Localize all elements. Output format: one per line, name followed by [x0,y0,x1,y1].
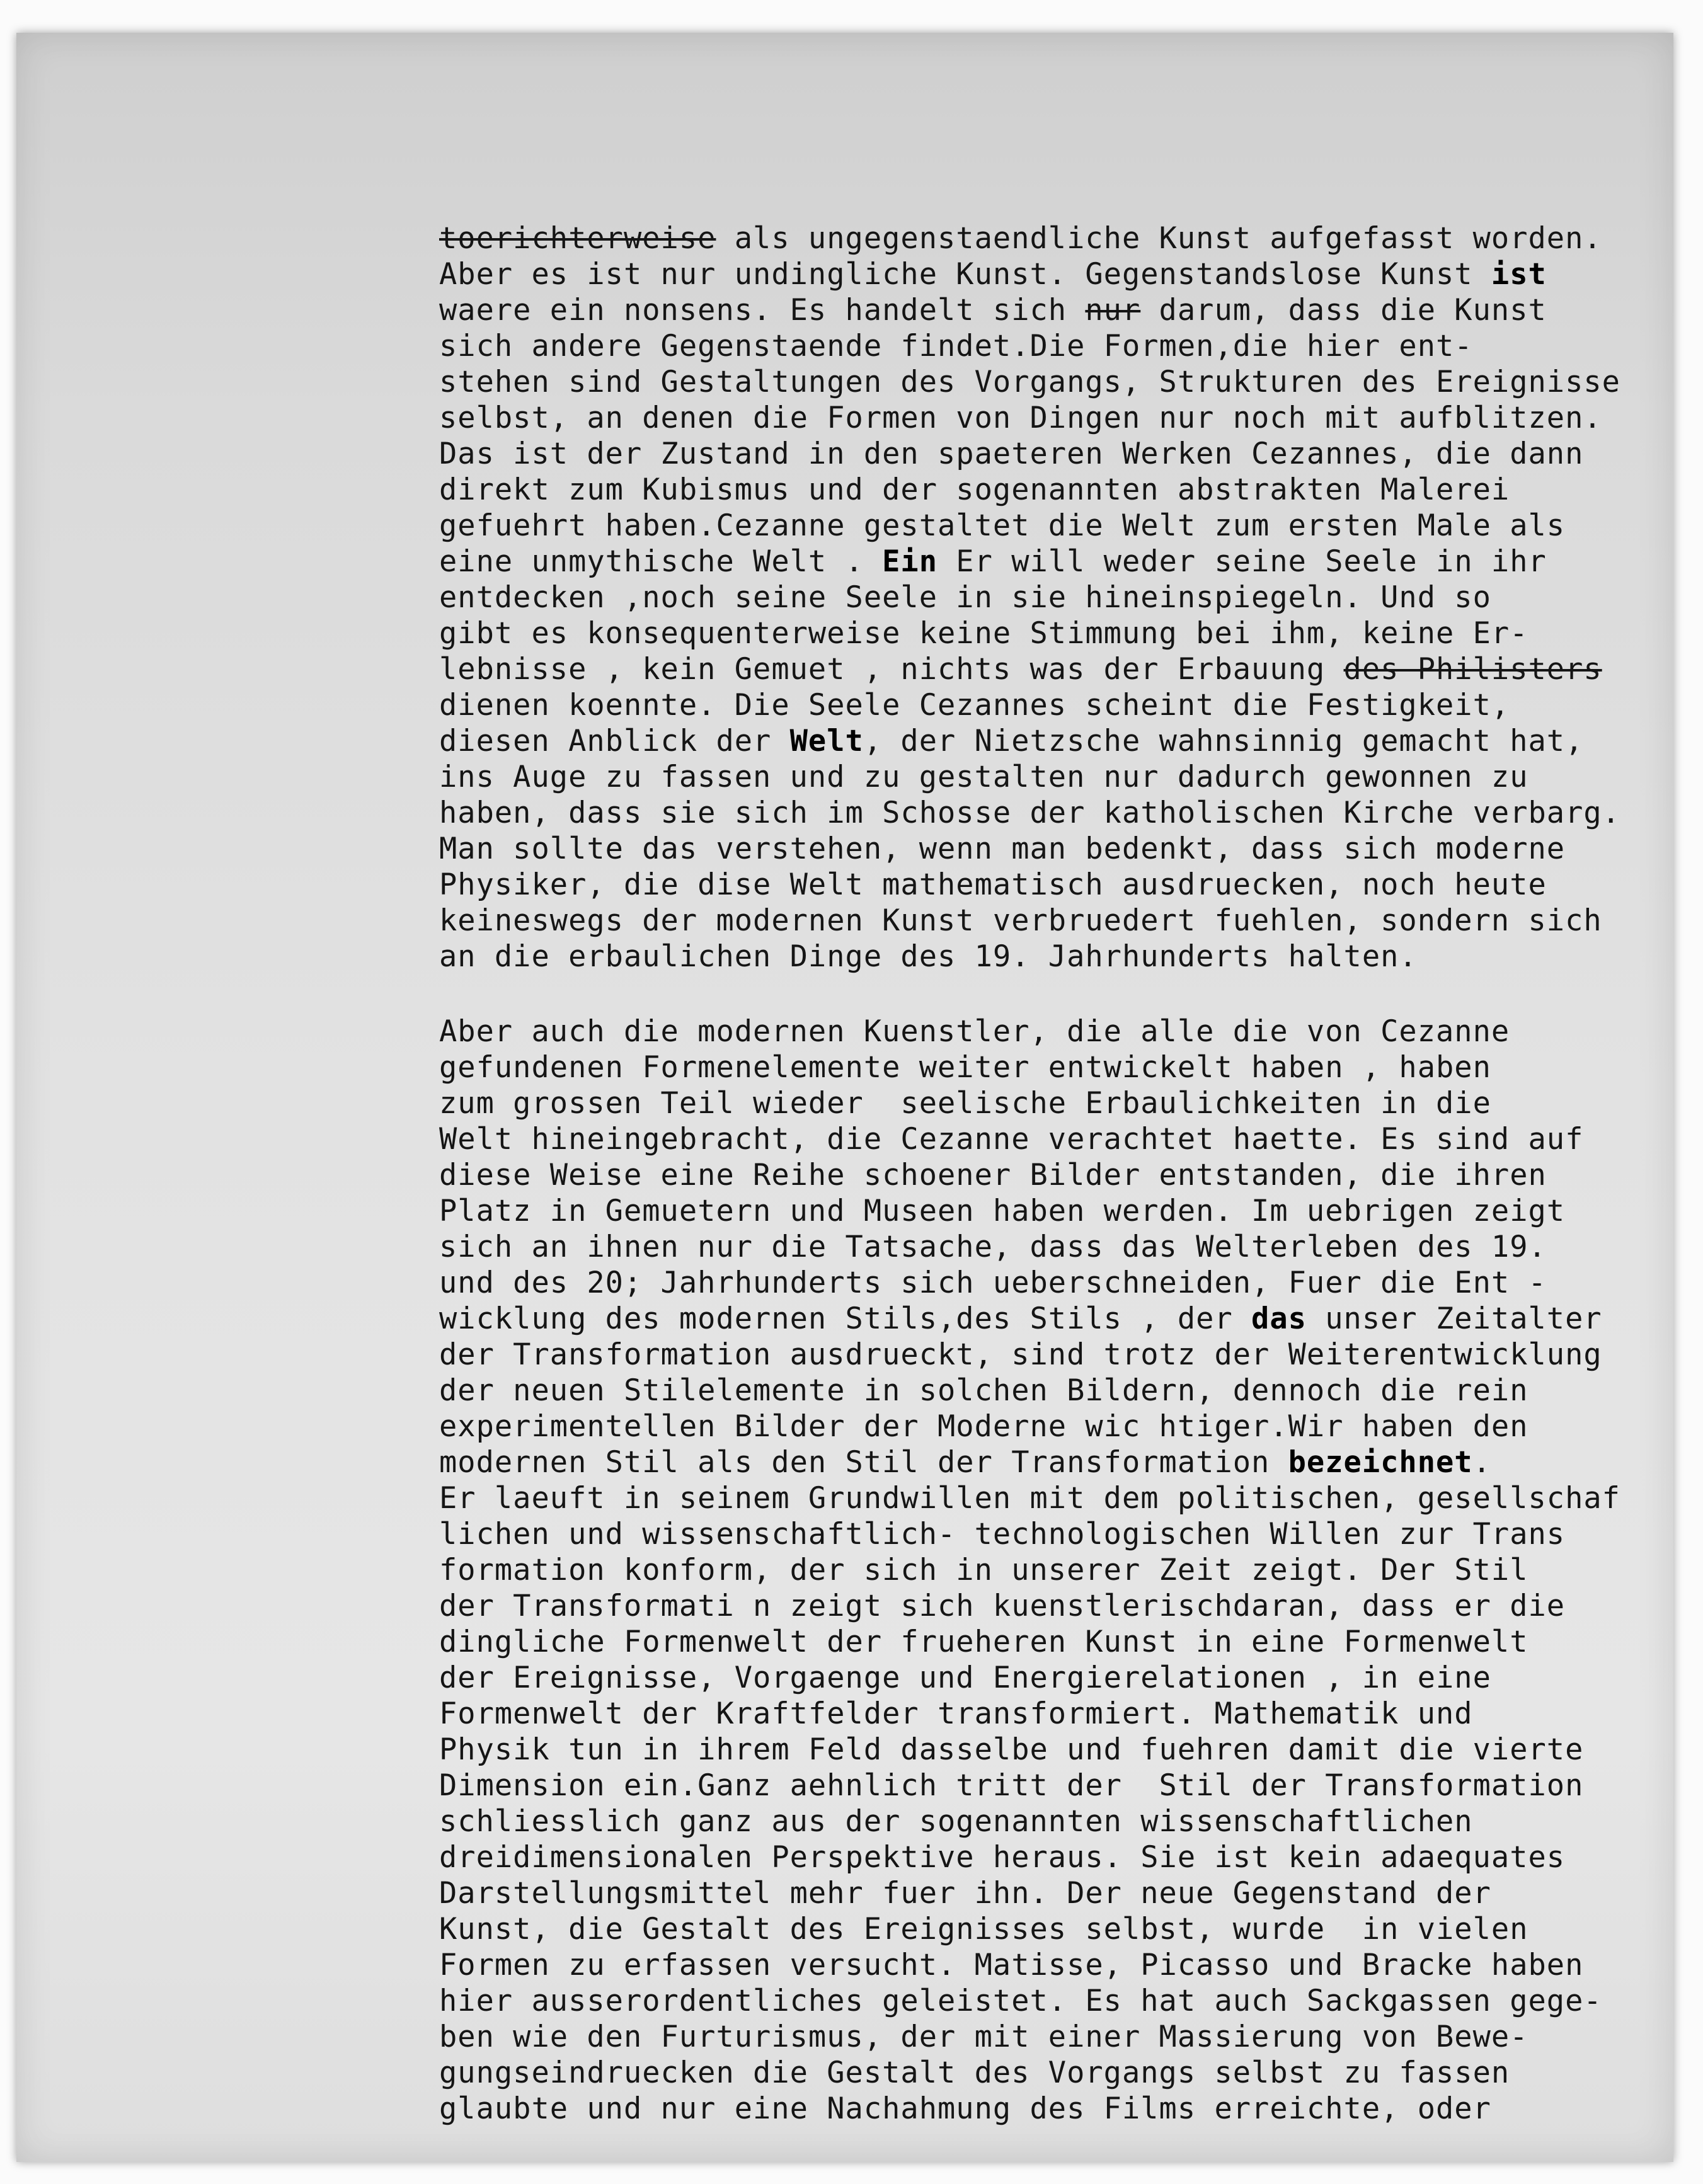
text-segment: schliesslich ganz aus der sogenannten wissenschaftlichen [439,1804,1473,1839]
text-segment: dienen koennte. Die Seele Cezannes scheint die Festigkeit, [439,688,1510,723]
text-segment: diese Weise eine Reihe schoener Bilder entstanden, die ihren [439,1158,1547,1192]
text-segment: Dimension ein.Ganz aehnlich tritt der Stil der Transformation [439,1768,1584,1803]
text-segment: wicklung des modernen Stils,des Stils , der [439,1301,1252,1336]
text-line [439,1624,1674,1660]
text-line [439,1804,1674,1839]
text-line [439,1660,1674,1696]
struck-out-text: toerichterweise [439,221,716,256]
text-line [439,831,1674,867]
text-line [439,1049,1674,1085]
text-line [439,1552,1674,1588]
text-line [439,1588,1674,1624]
text-segment: und des 20; Jahrhunderts sich ueberschneiden, Fuer die Ent - [439,1266,1547,1300]
text-line [439,328,1674,364]
text-line [439,1983,1674,2019]
text-line [439,867,1674,903]
text-segment: direkt zum Kubismus und der sogenannten abstrakten Malerei [439,472,1510,507]
struck-out-text: des Philisters [1343,652,1602,687]
text-line [439,544,1674,580]
overtyped-text: Welt [789,724,864,758]
text-line [439,1516,1674,1552]
text-line [439,2055,1674,2091]
text-line [439,256,1674,292]
text-segment: gefuehrt haben.Cezanne gestaltet die Welt zum ersten Male als [439,508,1566,543]
text-line [439,1696,1674,1732]
overtyped-text: das [1251,1301,1307,1336]
text-segment: an die erbaulichen Dinge des 19. Jahrhunderts halten. [439,939,1418,974]
text-segment: sich andere Gegenstaende findet.Die Formen,die hier ent- [439,329,1473,363]
text-segment: Das ist der Zustand in den spaeteren Werken Cezannes, die dann [439,437,1584,471]
text-line [439,1193,1674,1229]
text-line [439,1265,1674,1301]
text-line [439,1301,1674,1337]
text-segment: Physik tun in ihrem Feld dasselbe und fuehren damit die vierte [439,1732,1584,1767]
text-line [439,472,1674,508]
text-segment: sich an ihnen nur die Tatsache, dass das Welterleben des 19. [439,1230,1547,1264]
text-line [439,2091,1674,2127]
text-line [439,292,1674,328]
text-line [439,580,1674,615]
text-line [439,364,1674,400]
text-segment: Aber auch die modernen Kuenstler, die alle die von Cezanne [439,1014,1510,1049]
text-segment: Formen zu erfassen versucht. Matisse, Picasso und Bracke haben [439,1948,1584,1982]
text-line [439,1085,1674,1121]
overtyped-text: Ein [882,544,938,579]
text-line [439,1409,1674,1444]
struck-out-text: nur [1085,293,1141,328]
text-segment: der Ereignisse, Vorgaenge und Energierelationen , in eine [439,1661,1491,1695]
paragraph [439,220,1674,975]
text-line [439,1947,1674,1983]
text-segment: zum grossen Teil wieder seelische Erbaulichkeiten in die [439,1086,1491,1121]
text-segment: lichen und wissenschaftlich- technologischen Willen zur Trans [439,1517,1566,1552]
text-segment: keineswegs der modernen Kunst verbruedert fuehlen, sondern sich [439,903,1602,938]
text-line [439,939,1674,975]
text-line [439,1014,1674,1049]
text-line [439,1911,1674,1947]
text-segment: stehen sind Gestaltungen des Vorgangs, Strukturen des Ereignisse [439,365,1620,399]
text-segment: gungseindruecken die Gestalt des Vorgangs selbst zu fassen [439,2055,1510,2090]
text-segment: entdecken ,noch seine Seele in sie hineinspiegeln. Und so [439,580,1491,615]
text-line [439,615,1674,651]
text-line [439,220,1674,256]
text-line [439,759,1674,795]
text-segment: Er laeuft in seinem Grundwillen mit dem politischen, gesellschaf [439,1481,1620,1516]
text-segment: diesen Anblick der [439,724,790,758]
text-line [439,1768,1674,1804]
text-segment: Aber es ist nur undingliche Kunst. Gegenstandslose Kunst [439,257,1491,292]
text-line [439,1875,1674,1911]
text-segment: unser Zeitalter [1306,1301,1602,1336]
text-segment: dreidimensionalen Perspektive heraus. Sie ist kein adaequates [439,1840,1566,1875]
text-segment: Man sollte das verstehen, wenn man bedenkt, dass sich moderne [439,832,1566,866]
text-segment: glaubte und nur eine Nachahmung des Films erreichte, oder [439,2091,1491,2126]
text-segment: Er will weder seine Seele in ihr [938,544,1547,579]
text-segment: selbst, an denen die Formen von Dingen nur noch mit aufblitzen. [439,401,1602,435]
text-segment: Kunst, die Gestalt des Ereignisses selbst, wurde in vielen [439,1912,1528,1947]
text-line [439,795,1674,831]
text-segment: modernen Stil als den Stil der Transformation [439,1445,1288,1480]
text-line [439,400,1674,436]
text-line [439,1157,1674,1193]
text-segment: ben wie den Furturismus, der mit einer Massierung von Bewe- [439,2020,1528,2054]
text-segment: , der Nietzsche wahnsinnig gemacht hat, [863,724,1584,758]
text-line [439,687,1674,723]
text-line [439,1839,1674,1875]
text-segment: waere ein nonsens. Es handelt sich [439,293,1086,328]
text-line [439,1373,1674,1409]
text-segment: haben, dass sie sich im Schosse der katholischen Kirche verbarg. [439,796,1620,830]
text-segment: eine unmythische Welt . [439,544,883,579]
text-segment: Darstellungsmittel mehr fuer ihn. Der neue Gegenstand der [439,1876,1491,1911]
text-segment: Welt hineingebracht, die Cezanne verachtet haette. Es sind auf [439,1122,1584,1157]
text-segment: gefundenen Formenelemente weiter entwickelt haben , haben [439,1050,1491,1085]
text-segment: lebnisse , kein Gemuet , nichts was der Erbauung [439,652,1344,687]
text-line [439,723,1674,759]
text-line [439,436,1674,472]
text-segment: dingliche Formenwelt der frueheren Kunst in eine Formenwelt [439,1625,1528,1659]
text-segment: . [1472,1445,1491,1480]
text-line [439,1480,1674,1516]
text-segment: darum, dass die Kunst [1140,293,1547,328]
text-line [439,508,1674,544]
text-segment: Platz in Gemuetern und Museen haben werden. Im uebrigen zeigt [439,1194,1566,1228]
paragraph [439,1014,1674,2127]
text-line [439,1732,1674,1768]
text-segment: der Transformation ausdrueckt, sind trotz der Weiterentwicklung [439,1337,1602,1372]
text-line [439,1337,1674,1373]
text-segment: ins Auge zu fassen und zu gestalten nur dadurch gewonnen zu [439,760,1528,794]
text-line [439,1444,1674,1480]
text-line [439,1121,1674,1157]
text-segment: experimentellen Bilder der Moderne wic htiger.Wir haben den [439,1409,1528,1444]
text-segment: hier ausserordentliches geleistet. Es hat auch Sackgassen gege- [439,1984,1602,2018]
text-line [439,1229,1674,1265]
text-segment: Formenwelt der Kraftfelder transformiert. Mathematik und [439,1696,1473,1731]
text-line [439,651,1674,687]
text-segment: der neuen Stilelemente in solchen Bildern, dennoch die rein [439,1373,1528,1408]
overtyped-text: bezeichnet [1288,1445,1473,1480]
overtyped-text: ist [1491,257,1547,292]
text-segment: Physiker, die dise Welt mathematisch ausdruecken, noch heute [439,867,1547,902]
typewritten-text [439,220,1674,2127]
text-segment: gibt es konsequenterweise keine Stimmung bei ihm, keine Er- [439,616,1528,651]
text-line [439,2019,1674,2055]
text-segment: formation konform, der sich in unserer Zeit zeigt. Der Stil [439,1553,1528,1587]
text-line [439,903,1674,939]
text-segment: als ungegenstaendliche Kunst aufgefasst worden. [716,221,1602,256]
text-segment: der Transformati n zeigt sich kuenstlerischdaran, dass er die [439,1589,1566,1623]
